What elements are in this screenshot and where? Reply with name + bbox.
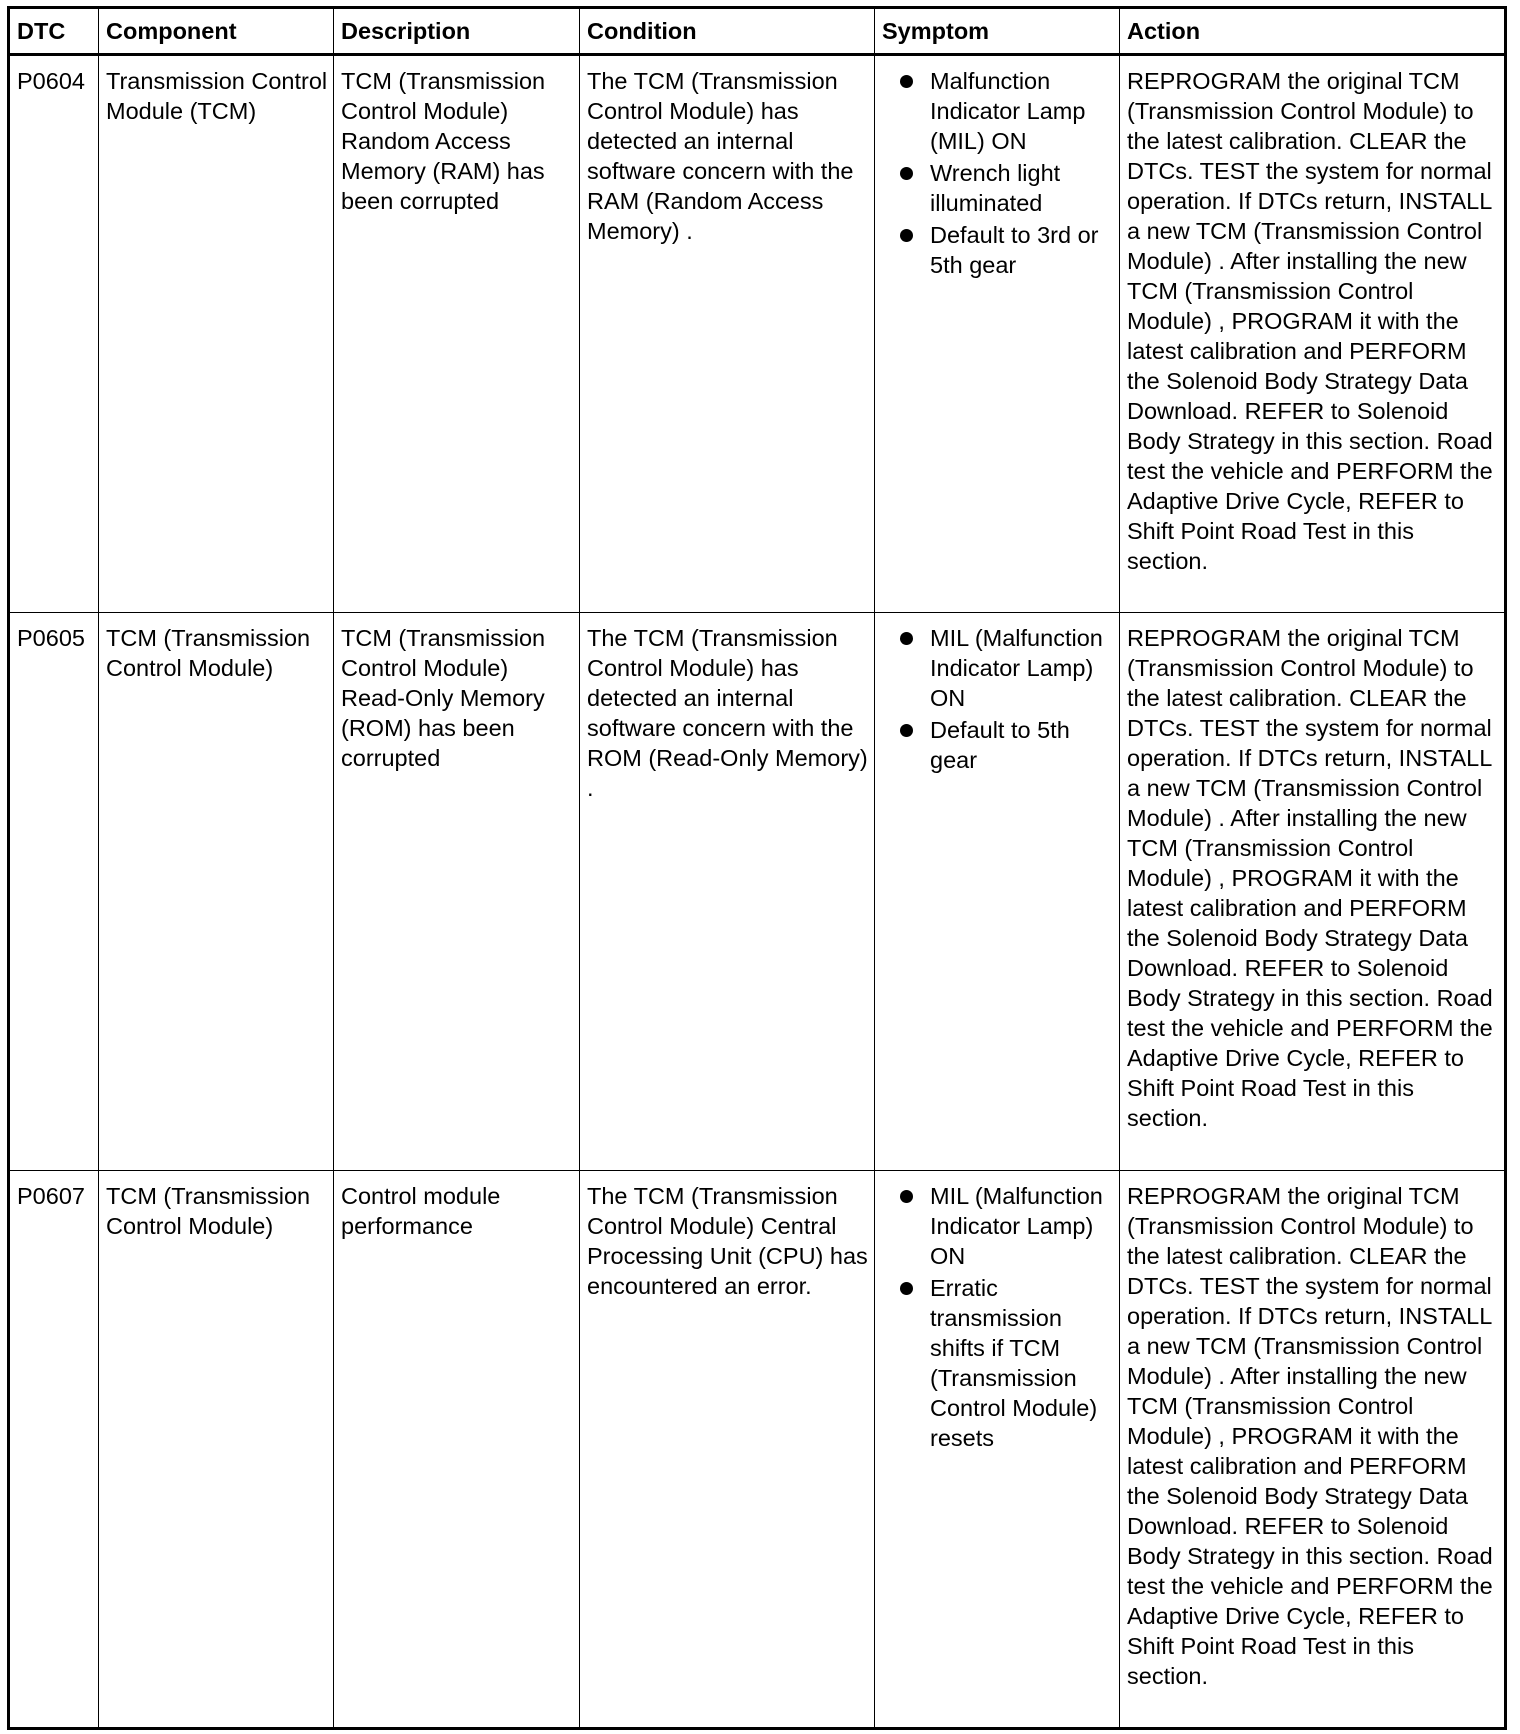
cell-symptom bbox=[875, 613, 1120, 1171]
bullet-icon bbox=[900, 229, 913, 242]
symptom-text: Default to 3rd or 5th gear bbox=[930, 222, 1099, 278]
symptom-text: MIL (Malfunction Indicator Lamp) ON bbox=[930, 625, 1103, 711]
cell-description: TCM (Transmission Control Module) Random Access Memory (RAM) has been corrupted bbox=[334, 55, 580, 613]
cell-action: REPROGRAM the original TCM (Transmission Control Module) to the latest calibration. CLEAR the DTCs. TEST the system for normal operation. If DTCs return, INSTALL a new TCM (Transmission Control Module) . After installing the new TCM (Transmission Control Module) , PROGRAM it with the latest calibration and PERFORM the Solenoid Body Strategy Data Download. REFER to Solenoid Body Strategy in this section. Road test the vehicle and PERFORM the Adaptive Drive Cycle, REFER to Shift Point Road Test in this section. bbox=[1120, 1171, 1506, 1729]
symptom-item bbox=[882, 66, 1114, 156]
symptom-item bbox=[882, 715, 1114, 775]
cell-description: Control module performance bbox=[334, 1171, 580, 1729]
header-description: Description bbox=[334, 8, 580, 55]
header-action: Action bbox=[1120, 8, 1506, 55]
symptom-text: Malfunction Indicator Lamp (MIL) ON bbox=[930, 68, 1086, 154]
bullet-icon bbox=[900, 75, 913, 88]
symptom-list bbox=[882, 66, 1114, 280]
header-symptom: Symptom bbox=[875, 8, 1120, 55]
cell-condition: The TCM (Transmission Control Module) has detected an internal software concern with the RAM (Random Access Memory) . bbox=[580, 55, 875, 613]
table-row bbox=[9, 55, 1506, 613]
header-dtc: DTC bbox=[9, 8, 99, 55]
symptom-list bbox=[882, 1181, 1114, 1453]
symptom-item bbox=[882, 158, 1114, 218]
symptom-text: Erratic transmission shifts if TCM (Transmission Control Module) resets bbox=[930, 1275, 1098, 1451]
bullet-icon bbox=[900, 632, 913, 645]
header-condition: Condition bbox=[580, 8, 875, 55]
cell-description: TCM (Transmission Control Module) Read-Only Memory (ROM) has been corrupted bbox=[334, 613, 580, 1171]
symptom-item bbox=[882, 220, 1114, 280]
table-header-row bbox=[9, 8, 1506, 55]
table-row bbox=[9, 613, 1506, 1171]
cell-symptom bbox=[875, 55, 1120, 613]
table-row bbox=[9, 1171, 1506, 1729]
header-component: Component bbox=[99, 8, 334, 55]
symptom-item bbox=[882, 623, 1114, 713]
cell-action: REPROGRAM the original TCM (Transmission Control Module) to the latest calibration. CLEAR the DTCs. TEST the system for normal operation. If DTCs return, INSTALL a new TCM (Transmission Control Module) . After installing the new TCM (Transmission Control Module) , PROGRAM it with the latest calibration and PERFORM the Solenoid Body Strategy Data Download. REFER to Solenoid Body Strategy in this section. Road test the vehicle and PERFORM the Adaptive Drive Cycle, REFER to Shift Point Road Test in this section. bbox=[1120, 55, 1506, 613]
symptom-text: Wrench light illuminated bbox=[930, 160, 1061, 216]
bullet-icon bbox=[900, 724, 913, 737]
bullet-icon bbox=[900, 1282, 913, 1295]
cell-component: Transmission Control Module (TCM) bbox=[99, 55, 334, 613]
dtc-table bbox=[7, 6, 1507, 1730]
bullet-icon bbox=[900, 1190, 913, 1203]
symptom-list bbox=[882, 623, 1114, 775]
cell-component: TCM (Transmission Control Module) bbox=[99, 1171, 334, 1729]
symptom-text: Default to 5th gear bbox=[930, 717, 1070, 773]
cell-action: REPROGRAM the original TCM (Transmission Control Module) to the latest calibration. CLEAR the DTCs. TEST the system for normal operation. If DTCs return, INSTALL a new TCM (Transmission Control Module) . After installing the new TCM (Transmission Control Module) , PROGRAM it with the latest calibration and PERFORM the Solenoid Body Strategy Data Download. REFER to Solenoid Body Strategy in this section. Road test the vehicle and PERFORM the Adaptive Drive Cycle, REFER to Shift Point Road Test in this section. bbox=[1120, 613, 1506, 1171]
symptom-item bbox=[882, 1181, 1114, 1271]
cell-condition: The TCM (Transmission Control Module) has detected an internal software concern with the ROM (Read-Only Memory) . bbox=[580, 613, 875, 1171]
cell-symptom bbox=[875, 1171, 1120, 1729]
cell-dtc: P0604 bbox=[9, 55, 99, 613]
cell-dtc: P0605 bbox=[9, 613, 99, 1171]
cell-condition: The TCM (Transmission Control Module) Central Processing Unit (CPU) has encountered an error. bbox=[580, 1171, 875, 1729]
symptom-item bbox=[882, 1273, 1114, 1453]
symptom-text: MIL (Malfunction Indicator Lamp) ON bbox=[930, 1183, 1103, 1269]
cell-dtc: P0607 bbox=[9, 1171, 99, 1729]
bullet-icon bbox=[900, 167, 913, 180]
cell-component: TCM (Transmission Control Module) bbox=[99, 613, 334, 1171]
